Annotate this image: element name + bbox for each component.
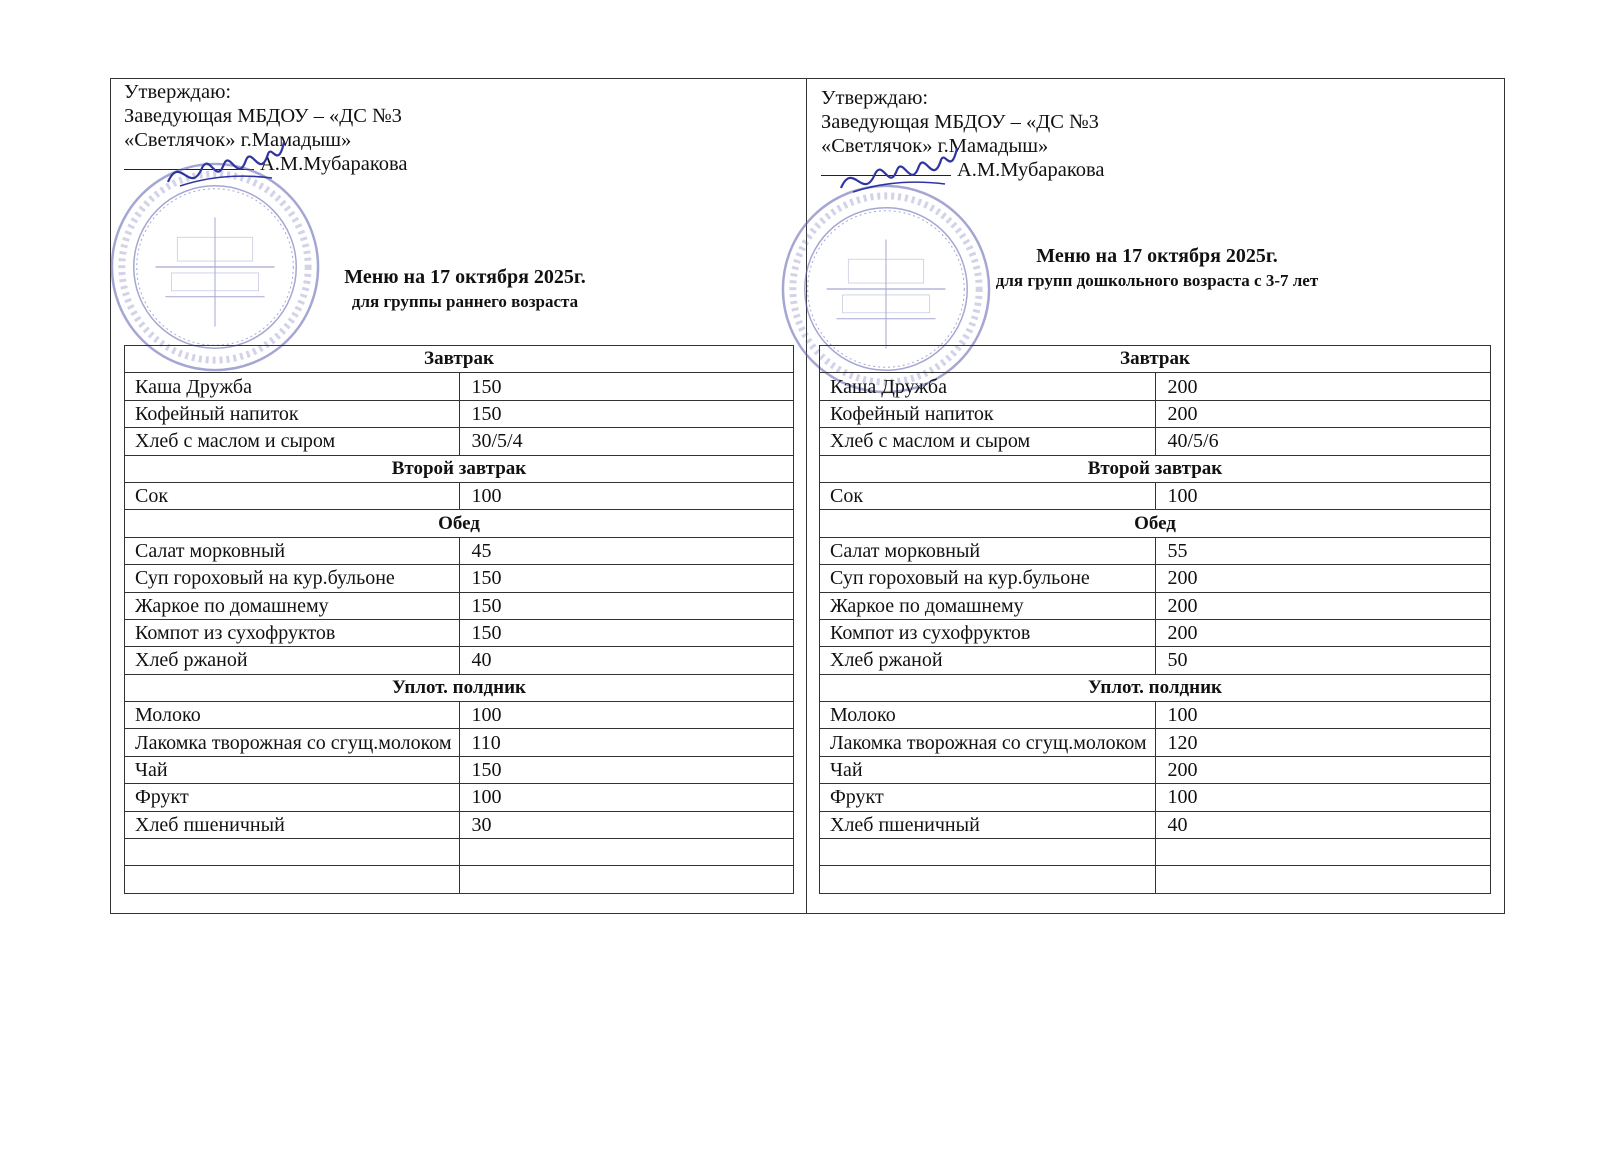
table-row — [125, 400, 794, 427]
approval-heading: Утверждаю: — [124, 81, 232, 103]
dish-amount: 45 — [459, 537, 794, 564]
dish-name: Молоко — [820, 702, 1156, 729]
dish-name: Компот из сухофруктов — [125, 619, 460, 646]
section-heading: Обед — [820, 510, 1491, 537]
dish-amount: 150 — [459, 373, 794, 400]
dish-name: Хлеб пшеничный — [820, 811, 1156, 838]
dish-name: Хлеб с маслом и сыром — [820, 428, 1156, 455]
dish-amount: 200 — [1155, 565, 1491, 592]
table-row — [820, 619, 1491, 646]
signature-icon — [160, 134, 290, 204]
table-row — [820, 729, 1491, 756]
section-heading: Уплот. полдник — [125, 674, 794, 701]
menu-subtitle: для группы раннего возраста — [351, 292, 579, 311]
signature-icon — [833, 140, 963, 210]
table-row — [820, 482, 1491, 509]
table-row — [820, 702, 1491, 729]
empty-cell — [820, 839, 1156, 866]
table-row — [125, 702, 794, 729]
menu-title-block — [947, 243, 1367, 293]
table-row — [820, 647, 1491, 674]
menu-title: Меню на 17 октября 2025г. — [1036, 245, 1278, 267]
dish-name: Жаркое по домашнему — [820, 592, 1156, 619]
dish-name: Сок — [125, 482, 460, 509]
section-row — [125, 346, 794, 373]
dish-name: Фрукт — [125, 784, 460, 811]
table-row — [125, 565, 794, 592]
table-row — [820, 756, 1491, 783]
table-row — [125, 756, 794, 783]
dish-name: Фрукт — [820, 784, 1156, 811]
dish-amount: 150 — [459, 592, 794, 619]
signatory-name: А.М.Мубаракова — [260, 153, 408, 175]
menu-table — [819, 345, 1491, 894]
dish-amount: 55 — [1155, 537, 1491, 564]
dish-name: Кофейный напиток — [820, 400, 1156, 427]
menu-table — [124, 345, 794, 894]
table-row — [820, 373, 1491, 400]
dish-amount: 200 — [1155, 592, 1491, 619]
empty-row — [820, 839, 1491, 866]
empty-row — [820, 866, 1491, 893]
signatory-name: А.М.Мубаракова — [957, 159, 1105, 181]
dish-name: Хлеб с маслом и сыром — [125, 428, 460, 455]
dish-name: Суп гороховый на кур.бульоне — [125, 565, 460, 592]
dish-amount: 120 — [1155, 729, 1491, 756]
dish-amount: 40 — [1155, 811, 1491, 838]
dish-amount: 150 — [459, 565, 794, 592]
table-row — [820, 537, 1491, 564]
table-row — [125, 428, 794, 455]
section-row — [820, 674, 1491, 701]
table-row — [125, 811, 794, 838]
dish-amount: 150 — [459, 619, 794, 646]
section-row — [125, 674, 794, 701]
section-heading: Обед — [125, 510, 794, 537]
dish-amount: 100 — [1155, 702, 1491, 729]
table-row — [820, 428, 1491, 455]
dish-amount: 100 — [459, 482, 794, 509]
table-row — [820, 565, 1491, 592]
approval-institution: «Светлячок» г.Мамадыш» — [124, 129, 352, 151]
dish-name: Хлеб ржаной — [820, 647, 1156, 674]
dish-amount: 200 — [1155, 400, 1491, 427]
dish-amount: 100 — [1155, 784, 1491, 811]
dish-amount: 200 — [1155, 619, 1491, 646]
section-row — [820, 510, 1491, 537]
dish-amount: 30/5/4 — [459, 428, 794, 455]
menu-title: Меню на 17 октября 2025г. — [344, 266, 586, 288]
section-heading: Второй завтрак — [125, 455, 794, 482]
dish-amount: 110 — [459, 729, 794, 756]
approval-institution: «Светлячок» г.Мамадыш» — [821, 135, 1049, 157]
empty-cell — [1155, 866, 1491, 893]
table-row — [125, 784, 794, 811]
empty-cell — [125, 839, 460, 866]
dish-name: Лакомка творожная со сгущ.молоком — [820, 729, 1156, 756]
approval-position: Заведующая МБДОУ – «ДС №3 — [821, 111, 1099, 133]
dish-name: Лакомка творожная со сгущ.молоком — [125, 729, 460, 756]
empty-row — [125, 839, 794, 866]
table-row — [125, 373, 794, 400]
dish-name: Сок — [820, 482, 1156, 509]
section-row — [820, 455, 1491, 482]
dish-amount: 100 — [459, 702, 794, 729]
dish-amount: 150 — [459, 756, 794, 783]
approval-heading: Утверждаю: — [821, 87, 929, 109]
dish-amount: 40 — [459, 647, 794, 674]
dish-name: Каша Дружба — [125, 373, 460, 400]
dish-amount: 50 — [1155, 647, 1491, 674]
menu-title-block — [320, 264, 610, 314]
table-row — [820, 784, 1491, 811]
empty-cell — [459, 866, 794, 893]
section-heading: Уплот. полдник — [820, 674, 1491, 701]
section-row — [125, 510, 794, 537]
empty-row — [125, 866, 794, 893]
dish-name: Каша Дружба — [820, 373, 1156, 400]
dish-name: Чай — [125, 756, 460, 783]
table-row — [125, 729, 794, 756]
empty-cell — [1155, 839, 1491, 866]
menu-subtitle: для групп дошкольного возраста с 3-7 лет — [995, 271, 1319, 290]
dish-amount: 40/5/6 — [1155, 428, 1491, 455]
dish-name: Хлеб ржаной — [125, 647, 460, 674]
section-heading: Завтрак — [820, 346, 1491, 373]
dish-name: Салат морковный — [820, 537, 1156, 564]
empty-cell — [820, 866, 1156, 893]
dish-name: Хлеб пшеничный — [125, 811, 460, 838]
dish-amount: 30 — [459, 811, 794, 838]
section-heading: Завтрак — [125, 346, 794, 373]
approval-position: Заведующая МБДОУ – «ДС №3 — [124, 105, 402, 127]
dish-name: Жаркое по домашнему — [125, 592, 460, 619]
table-row — [125, 537, 794, 564]
table-row — [125, 619, 794, 646]
table-row — [125, 482, 794, 509]
dish-name: Компот из сухофруктов — [820, 619, 1156, 646]
table-row — [820, 811, 1491, 838]
dish-amount: 200 — [1155, 373, 1491, 400]
empty-cell — [125, 866, 460, 893]
table-row — [820, 592, 1491, 619]
dish-amount: 150 — [459, 400, 794, 427]
dish-amount: 100 — [459, 784, 794, 811]
dish-name: Кофейный напиток — [125, 400, 460, 427]
empty-cell — [459, 839, 794, 866]
table-row — [125, 647, 794, 674]
dish-name: Чай — [820, 756, 1156, 783]
table-row — [820, 400, 1491, 427]
table-row — [125, 592, 794, 619]
dish-name: Салат морковный — [125, 537, 460, 564]
section-row — [820, 346, 1491, 373]
dish-amount: 100 — [1155, 482, 1491, 509]
dish-amount: 200 — [1155, 756, 1491, 783]
section-heading: Второй завтрак — [820, 455, 1491, 482]
section-row — [125, 455, 794, 482]
dish-name: Суп гороховый на кур.бульоне — [820, 565, 1156, 592]
dish-name: Молоко — [125, 702, 460, 729]
